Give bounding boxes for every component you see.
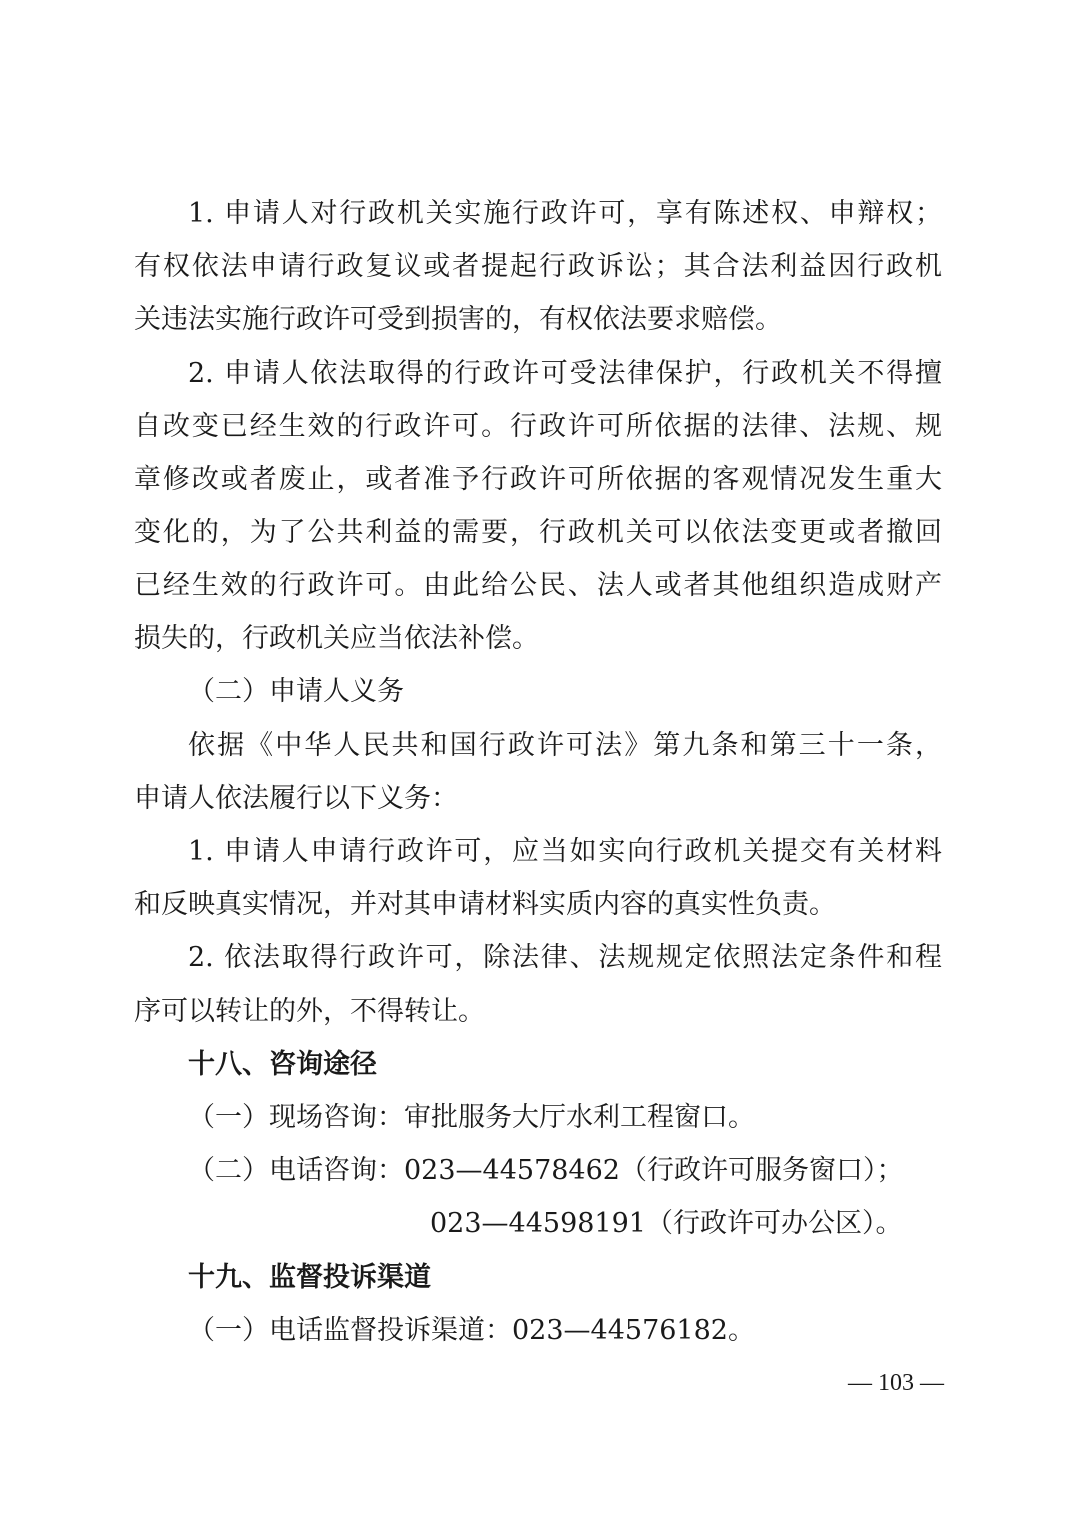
para-1-line-1: 1. 申请人对行政机关实施行政许可，享有陈述权、申辩权； [188, 198, 942, 229]
para-2-line-3: 章修改或者废止，或者准予行政许可所依据的客观情况发生重大 [134, 464, 942, 495]
para-2-line-6: 损失的，行政机关应当依法补偿。 [134, 623, 539, 654]
para-1-line-2: 有权依法申请行政复议或者提起行政诉讼；其合法利益因行政机 [134, 251, 942, 282]
para-1-line-3: 关违法实施行政许可受到损害的，有权依法要求赔偿。 [134, 304, 782, 335]
section-heading-obligations: （二）申请人义务 [188, 676, 404, 707]
complaint-phone: （一）电话监督投诉渠道：023—44576182。 [188, 1315, 755, 1346]
consult-phone-2: 023—44598191（行政许可办公区）。 [430, 1208, 903, 1239]
para-2-line-2: 自改变已经生效的行政许可。行政许可所依据的法律、法规、规 [134, 411, 942, 442]
para-3-line-1: 依据《中华人民共和国行政许可法》第九条和第三十一条， [188, 730, 942, 761]
para-2-line-5: 已经生效的行政许可。由此给公民、法人或者其他组织造成财产 [134, 570, 942, 601]
para-3-line-2: 申请人依法履行以下义务： [134, 783, 458, 814]
para-2-line-4: 变化的，为了公共利益的需要，行政机关可以依法变更或者撤回 [134, 517, 942, 548]
consult-phone-1: （二）电话咨询：023—44578462（行政许可服务窗口）； [188, 1155, 904, 1186]
para-5-line-1: 2. 依法取得行政许可，除法律、法规规定依照法定条件和程 [188, 942, 942, 973]
heading-19-complaints: 十九、监督投诉渠道 [188, 1262, 431, 1293]
page-number: — 103 — [848, 1370, 944, 1396]
consult-onsite: （一）现场咨询：审批服务大厅水利工程窗口。 [188, 1102, 755, 1133]
para-4-line-2: 和反映真实情况，并对其申请材料实质内容的真实性负责。 [134, 889, 836, 920]
heading-18-consultation: 十八、咨询途径 [188, 1049, 377, 1080]
para-2-line-1: 2. 申请人依法取得的行政许可受法律保护，行政机关不得擅 [188, 358, 942, 389]
para-5-line-2: 序可以转让的外，不得转让。 [134, 996, 485, 1027]
para-4-line-1: 1. 申请人申请行政许可，应当如实向行政机关提交有关材料 [188, 836, 942, 867]
